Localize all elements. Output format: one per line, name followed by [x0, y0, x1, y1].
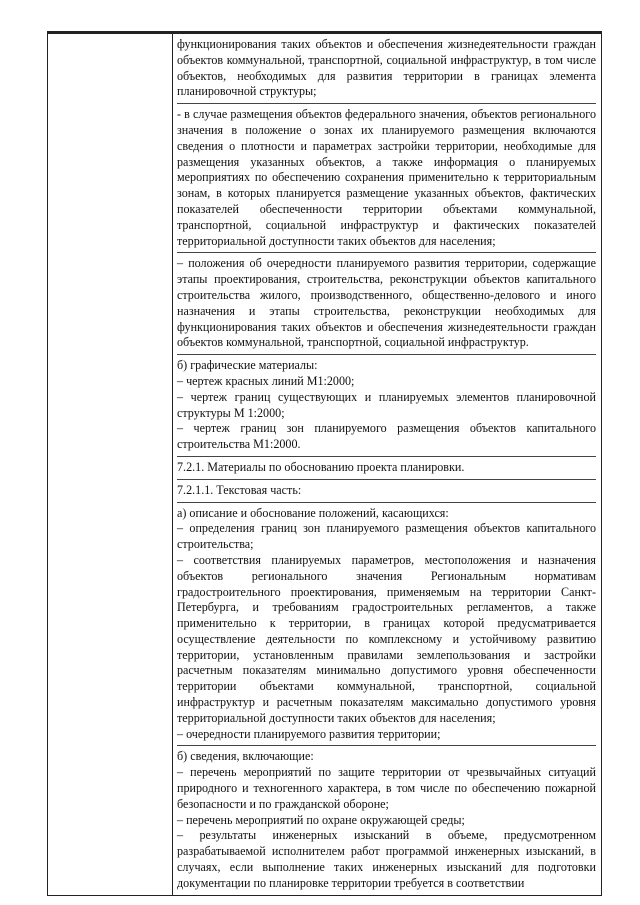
left-column-cell	[48, 34, 173, 896]
paragraph: – результаты инженерных изысканий в объеме, предусмотренном разрабатываемой исполнителем работ программой инженерных изысканий, в случаях, если выполнение таких инженерных изысканий для подготовки документации по планировке территории требуется в соответствии	[177, 828, 596, 890]
paragraph: - в случае размещения объектов федерального значения, объектов регионального значения в положение о зонах их планируемого размещения включаются сведения о плотности и параметрах застройки территории, необходимые для размещения указанных объектов, а также информация о планируемых мероприятиях по обеспечению сохранения применительно к территориальным зонам, в которых планируется размещение указанных объектов, фактических показателей обеспеченности территории объектами коммунальной, транспортной, социальной инфраструктур и фактических показателей территориальной доступности таких объектов для населения;	[177, 107, 596, 248]
paragraph: – очередности планируемого развития территории;	[177, 726, 441, 741]
paragraph: – положения об очередности планируемого развития территории, содержащие этапы проектирования, строительства, реконструкции объектов капитального строительства жилого, производственного, общественно-делового и иного назначения и этапы строительства, реконструкции необходимых для функционирования таких объектов и обеспечения жизнедеятельности граждан объектов коммунальной, транспортной, социальной инфраструктур.	[177, 256, 596, 350]
paragraph: – чертеж границ существующих и планируемых элементов планировочной структуры М 1:2000;	[177, 389, 596, 420]
text-block	[177, 503, 596, 747]
paragraph: б) графические материалы:	[177, 358, 318, 373]
text-block	[177, 457, 596, 480]
paragraph: – перечень мероприятий по защите территории от чрезвычайных ситуаций природного и техногенного характера, в том числе по обеспечению пожарной безопасности и по гражданской обороне;	[177, 765, 596, 811]
paragraph: – чертеж красных линий М1:2000;	[177, 373, 355, 388]
paragraph: – перечень мероприятий по охране окружающей среды;	[177, 812, 465, 827]
paragraph: – определения границ зон планируемого размещения объектов капитального строительства;	[177, 521, 596, 552]
table-row	[48, 34, 602, 896]
document-table	[47, 33, 602, 896]
paragraph: б) сведения, включающие:	[177, 749, 314, 764]
paragraph: – соответствия планируемых параметров, местоположения и назначения объектов регионального значения Региональным нормативам градостроительного проектирования, применяемым на территории Санкт-Петербурга, и требованиям градостроительных регламентов, а также применительно к территории, в границах которой предусматривается осуществление деятельности по комплексному и устойчивому развитию территории, установленным правилами землепользования и застройки расчетным показателям минимально допустимого уровня обеспеченности территории объектами коммунальной, транспортной, социальной инфраструктур и расчетным показателям максимально допустимого уровня территориальной доступности таких объектов для населения;	[177, 552, 596, 725]
text-block	[177, 104, 596, 253]
text-block	[177, 34, 596, 104]
paragraph: а) описание и обоснование положений, касающихся:	[177, 505, 449, 520]
content-body	[173, 34, 601, 895]
content-cell	[173, 34, 602, 896]
text-block	[177, 253, 596, 355]
text-block	[177, 746, 596, 894]
text-block	[177, 480, 596, 503]
paragraph: 7.2.1.1. Текстовая часть:	[177, 482, 302, 497]
paragraph: – чертеж границ зон планируемого размещения объектов капитального строительства М1:2000.	[177, 421, 596, 452]
paragraph: функционирования таких объектов и обеспечения жизнедеятельности граждан объектов коммунальной, транспортной, социальной инфраструктур, в том числе объектов, необходимых для развития территории в границах элемента планировочной структуры;	[177, 37, 596, 99]
paragraph: 7.2.1. Материалы по обоснованию проекта планировки.	[177, 459, 465, 474]
text-block	[177, 355, 596, 457]
